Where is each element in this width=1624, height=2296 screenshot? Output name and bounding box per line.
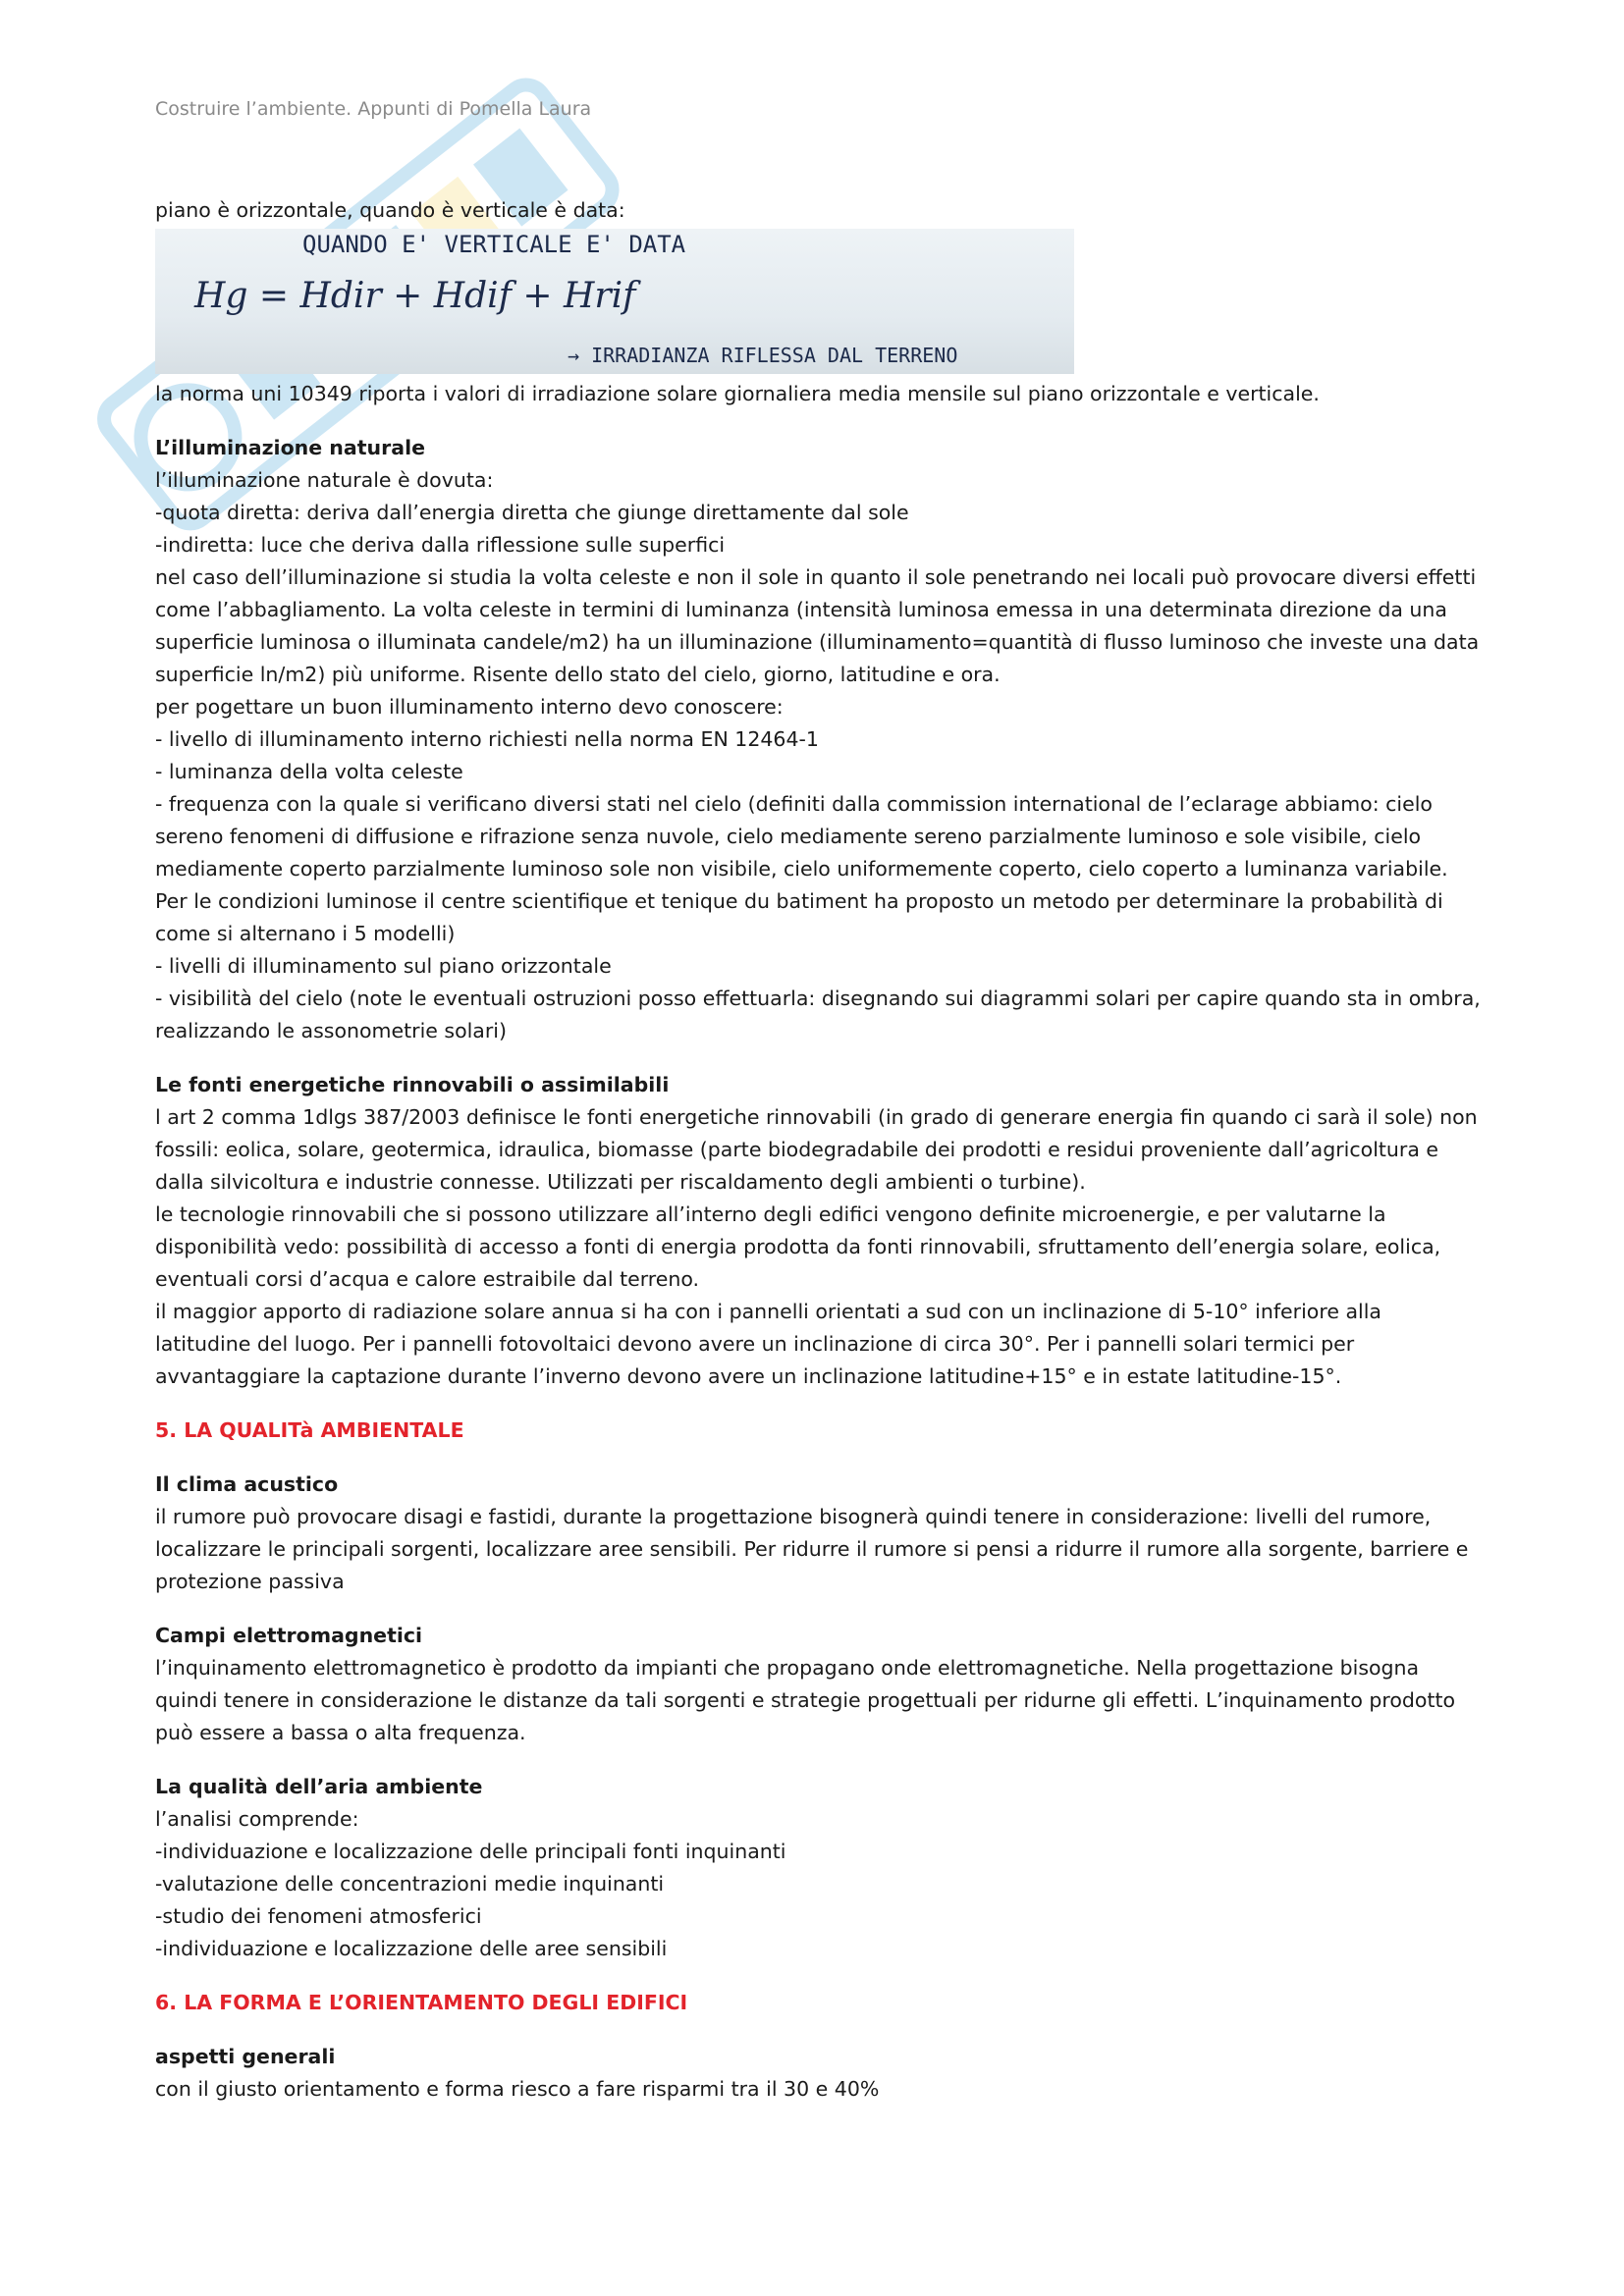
paragraph: nel caso dell’illuminazione si studia la volta celeste e non il sole in quanto il sole penetrando nei locali può provocare diversi effetti come l’abbagliamento. La volta celeste in termini di luminanza (intensità luminosa emessa in una determinata direzione da una superficie luminosa o illuminata candele/m2) ha un illuminazione (illuminamento=quantità di flusso luminoso che investe una data superficie ln/m2) più uniforme. Risente dello stato del cielo, giorno, latitudine e ora. [155,565,1480,686]
heading-fonti: Le fonti energetiche rinnovabili o assimilabili [155,1073,670,1096]
paragraph: -studio dei fenomeni atmosferici [155,1904,482,1928]
norma-text: la norma uni 10349 riporta i valori di irradiazione solare giornaliera media mensile sul piano orizzontale e verticale. [155,382,1320,405]
formula-image [155,229,1074,374]
paragraph: per pogettare un buon illuminamento interno devo conoscere: [155,695,784,719]
paragraph: -indiretta: luce che deriva dalla riflessione sulle superfici [155,533,726,557]
formula-line-2: Hg = Hdir + Hdif + Hrif [194,276,636,316]
paragraph: -quota diretta: deriva dall’energia diretta che giunge direttamente dal sole [155,501,909,524]
paragraph: l’inquinamento elettromagnetico è prodotto da impianti che propagano onde elettromagnetiche. Nella progettazione bisogna quindi tenere in considerazione le distanze da tali sorgenti e strategie progettuali per ridurne gli effetti. L’inquinamento prodotto può essere a bassa o alta frequenza. [155,1656,1456,1744]
document-body [155,194,1481,2106]
paragraph: -valutazione delle concentrazioni medie inquinanti [155,1872,665,1896]
heading-campi-elettromagnetici: Campi elettromagnetici [155,1624,423,1647]
paragraph: con il giusto orientamento e forma riesco a fare risparmi tra il 30 e 40% [155,2077,880,2101]
heading-forma-orientamento: 6. LA FORMA E L’ORIENTAMENTO DEGLI EDIFICI [155,1991,688,2014]
paragraph: -individuazione e localizzazione delle aree sensibili [155,1937,668,1960]
paragraph: - luminanza della volta celeste [155,760,463,783]
paragraph: - frequenza con la quale si verificano diversi stati nel cielo (definiti dalla commission international de l’eclarage abbiamo: cielo sereno fenomeni di diffusione e rifrazione senza nuvole, cielo mediamente sereno parzialmente luminoso e sole visibile, cielo mediamente coperto parzialmente luminoso sole non visibile, cielo uniformemente coperto, cielo coperto a luminanza variabile. Per le condizioni luminose il centre scientifique et tenique du batiment ha proposto un metodo per determinare la probabilità di come si alternano i 5 modelli) [155,792,1448,945]
paragraph: l’analisi comprende: [155,1807,359,1831]
paragraph: - livello di illuminamento interno richiesti nella norma EN 12464-1 [155,727,819,751]
page-header: Costruire l’ambiente. Appunti di Pomella Laura [155,98,592,120]
paragraph: l’illuminazione naturale è dovuta: [155,468,494,492]
heading-qualita-ambientale: 5. LA QUALITà AMBIENTALE [155,1418,464,1442]
intro-text: piano è orizzontale, quando è verticale è data: [155,198,625,222]
heading-illuminazione: L’illuminazione naturale [155,436,425,459]
paragraph: il rumore può provocare disagi e fastidi, durante la progettazione bisognerà quindi tenere in considerazione: livelli del rumore, localizzare le principali sorgenti, localizzare aree sensibili. Per ridurre il rumore si pensi a ridurre il rumore alla sorgente, barriere e protezione passiva [155,1505,1469,1593]
paragraph: - visibilità del cielo (note le eventuali ostruzioni posso effettuarla: disegnando sui diagrammi solari per capire quando sta in ombra, realizzando le assonometrie solari) [155,987,1481,1042]
paragraph: - livelli di illuminamento sul piano orizzontale [155,954,612,978]
formula-line-3: → IRRADIANZA RIFLESSA DAL TERRENO [568,344,958,367]
heading-clima-acustico: Il clima acustico [155,1472,339,1496]
paragraph: il maggior apporto di radiazione solare annua si ha con i pannelli orientati a sud con un inclinazione di 5-10° inferiore alla latitudine del luogo. Per i pannelli fotovoltaici devono avere un inclinazione di circa 30°. Per i pannelli solari termici per avvantaggiare la captazione durante l’inverno devono avere un inclinazione latitudine+15° e in estate latitudine-15°. [155,1300,1381,1388]
heading-aspetti-generali: aspetti generali [155,2045,336,2068]
paragraph: -individuazione e localizzazione delle principali fonti inquinanti [155,1840,786,1863]
formula-line-1: QUANDO E' VERTICALE E' DATA [302,231,686,258]
paragraph: le tecnologie rinnovabili che si possono utilizzare all’interno degli edifici vengono definite microenergie, e per valutarne la disponibilità vedo: possibilità di accesso a fonti di energia prodotta da fonti rinnovabili, sfruttamento dell’energia solare, eolica, eventuali corsi d’acqua e calore estraibile dal terreno. [155,1202,1441,1291]
paragraph: l art 2 comma 1dlgs 387/2003 definisce le fonti energetiche rinnovabili (in grado di generare energia fin quando ci sarà il sole) non fossili: eolica, solare, geotermica, idraulica, biomasse (parte biodegradabile dei prodotti e residui proveniente dall’agricoltura e dalla silvicoltura e industrie connesse. Utilizzati per riscaldamento degli ambienti o turbine). [155,1105,1478,1194]
heading-qualita-aria: La qualità dell’aria ambiente [155,1775,483,1798]
